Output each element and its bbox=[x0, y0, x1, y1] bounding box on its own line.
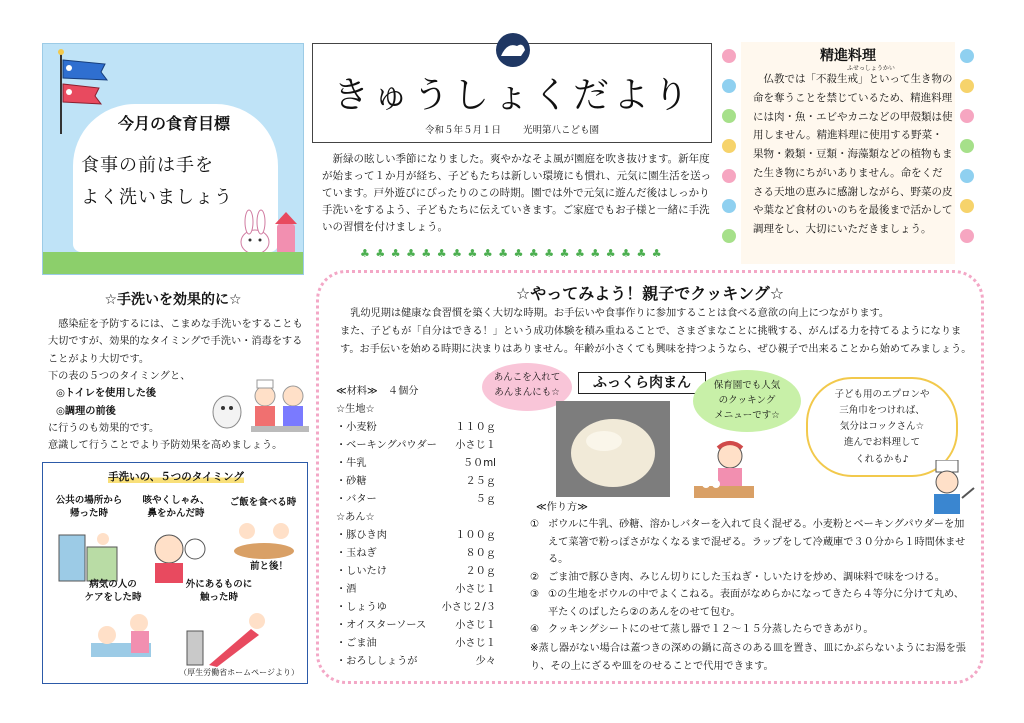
shojin-body: 仏教では「不殺生戒」といって生き物の命を奪うことを禁じているため、精進料理には肉・魚・エビやカニなどの甲殻類は使用しません。精進料理に使用する野菜・果物・穀類・豆類・海藻類などの植物もまた生き物にちがいありません。命をくださる天地の恵みに感謝しながら、野菜の皮や葉など食材のいのちを最後まで活かして調理をし、大切にいただきましょう。 bbox=[753, 73, 953, 236]
shojin-title: 精進料理 bbox=[820, 48, 876, 64]
cooking-intro-2: また、子どもが「自分はできる！」という成功体験を積み重ねることで、さまざまなことに挑戦する、がんばる力を持てるようになります。お手伝いを始める時期に決まりはありません。年齢が小さくても興味を持つようなら、ぜひ親子で出来ることから始めてみましょう。 bbox=[340, 325, 972, 355]
timing-source: （厚生労働省ホームページより） bbox=[179, 667, 299, 677]
building-icon bbox=[53, 525, 123, 585]
monthly-goal-panel bbox=[42, 43, 304, 275]
ingredient-row: ・おろししょうが 少々 bbox=[336, 656, 496, 667]
step-item: ④ クッキングシートにのせて蒸し器で１２～１５分蒸したらできあがり。 bbox=[530, 624, 874, 636]
handwash-bullet-cooking: ◎調理の前後 bbox=[56, 405, 116, 417]
steamer-note: ※蒸し器がない場合は蓋つきの深めの鍋に高さのある皿を置き、皿にかぶらないようにお湯を張り、その上にざるや皿をのせることで代用できます。 bbox=[530, 643, 966, 672]
caregiver-icon bbox=[87, 609, 167, 669]
flower-border-left bbox=[717, 42, 741, 264]
handwash-para-4: 意識して行うことでより予防効果を高めましょう。 bbox=[48, 440, 283, 452]
steps-list bbox=[530, 516, 974, 639]
shojin-ryori-panel bbox=[717, 42, 979, 264]
step-item: ② ごま油で豚ひき肉、みじん切りにした玉ねぎ・しいたけを炒め、調味料で味をつける。 bbox=[530, 571, 945, 583]
tip-bubble-popular: 保育園でも人気 のクッキング メニューです☆ bbox=[693, 370, 801, 432]
tip-bubble-anman: あんこを入れて あんまんにも☆ bbox=[482, 363, 572, 411]
cooking-intro-1: 乳幼児期は健康な食習慣を築く大切な時期。お手伝いや食事作りに参加することは食べる意欲の向上につながります。 bbox=[350, 308, 890, 319]
ingredient-row: ・オイスターソース 小さじ１ bbox=[336, 620, 496, 631]
ingredient-row: ・豚ひき肉 １００ｇ bbox=[336, 530, 496, 541]
goal-line-1: 食事の前は手を bbox=[81, 155, 214, 176]
ingredients-header: ≪材料≫ ４個分 bbox=[336, 386, 419, 397]
issue-date: 令和５年５月１日 bbox=[425, 125, 502, 136]
ingredient-row: ・酒 小さじ１ bbox=[336, 584, 496, 595]
clover-divider: ♣ ♣ ♣ ♣ ♣ ♣ ♣ ♣ ♣ ♣ ♣ ♣ ♣ ♣ ♣ ♣ ♣ ♣ ♣ ♣ bbox=[360, 247, 663, 260]
goal-line-2: よく洗いましょう bbox=[81, 187, 233, 208]
cooking-intro bbox=[340, 305, 972, 359]
handwash-timing-panel bbox=[42, 462, 308, 684]
shojin-ruby: ふせっしょうかい bbox=[847, 65, 895, 72]
handwash-para-3: に行うのも効果的です。 bbox=[48, 423, 160, 435]
school-name: 光明第八こども園 bbox=[523, 125, 600, 136]
intro-text: 新緑の眩しい季節になりました。爽やかなそよ風が園庭を吹き抜けます。新年度が始まって１か月が経ち、子どもたちは新しい環境にも慣れ、元気に園生活を送っています。戸外遊びにぴったりのこの時期。園では外で元気に遊んだ後はしっかり手洗いをするよう、子どもたちに伝えていきます。ご家庭でもお子様と一緒に手洗いの習慣を付けましょう。 bbox=[322, 153, 712, 233]
chef-boy-icon bbox=[918, 460, 978, 520]
recipe-title: ふっくら肉まん bbox=[578, 372, 706, 394]
handwash-title: ☆手洗いを効果的に☆ bbox=[104, 292, 242, 308]
timing-item-meal: ご飯を食べる時 bbox=[229, 497, 297, 508]
step-item: ③ ①の生地をボウルの中でよくこねる。表面がなめらかになってきたら４等分に分けて丸め、平たくのばしたら②のあんをのせて包む。 bbox=[530, 589, 964, 618]
steps-header: ≪作り方≫ bbox=[536, 502, 588, 513]
ingredient-row: ・しょうゆ 小さじ２/３ bbox=[336, 602, 496, 613]
timing-item-outside: 外にあるものに 触った時 bbox=[185, 579, 253, 603]
handwash-para-1: 感染症を予防するには、こまめな手洗いをすることも大切ですが、効果的なタイミングで手洗い・消毒をすることがより大切です。 bbox=[48, 319, 303, 365]
ingredient-row: ・牛乳 ５０ml bbox=[336, 458, 496, 469]
timing-title: 手洗いの、５つのタイミング bbox=[108, 471, 244, 483]
goal-title: 今月の食育目標 bbox=[117, 114, 230, 133]
filling-header: ☆あん☆ bbox=[336, 512, 375, 523]
ingredient-row: ・ごま油 小さじ１ bbox=[336, 638, 496, 649]
ingredient-row: ・小麦粉 １１０ｇ bbox=[336, 422, 496, 433]
child-cooking-icon bbox=[690, 440, 760, 502]
step-item: ① ボウルに牛乳、砂糖、溶かしバターを入れて良く混ぜる。小麦粉とベーキングパウダーを加えて菜箸で粉っぽさがなくなるまで混ぜる。ラップをして冷蔵庫で３０分から１時間休ませる。 bbox=[530, 519, 966, 566]
ingredient-row: ・バター ５ｇ bbox=[336, 494, 496, 505]
meal-icon bbox=[229, 517, 299, 561]
handwash-para-2: 下の表の５つのタイミングと、 bbox=[48, 371, 191, 383]
nikuman-photo bbox=[556, 401, 670, 497]
ingredient-row: ・砂糖 ２５ｇ bbox=[336, 476, 496, 487]
timing-item-public-place: 公共の場所から 帰った時 bbox=[55, 495, 123, 519]
timing-item-meal-note: 前と後！ bbox=[249, 561, 288, 572]
grass-decoration bbox=[43, 252, 304, 274]
flower-border-right bbox=[955, 42, 979, 264]
ingredients-list bbox=[336, 383, 496, 671]
cooking-title: ☆やってみよう！親子でクッキング☆ bbox=[515, 284, 785, 303]
newsletter-header bbox=[312, 43, 712, 143]
school-logo-icon bbox=[495, 32, 531, 68]
newsletter-title: きゅうしょくだより bbox=[332, 75, 693, 116]
ingredient-row: ・ベーキングパウダー 小さじ１ bbox=[336, 440, 496, 451]
sneeze-icon bbox=[143, 525, 213, 585]
ingredient-row: ・しいたけ ２０ｇ bbox=[336, 566, 496, 577]
handwash-bullet-toilet: ◎トイレを使用した後 bbox=[56, 388, 157, 400]
timing-item-care: 病気の人の ケアをした時 bbox=[84, 579, 142, 603]
handwash-illustration-icon bbox=[205, 378, 310, 436]
playground-icon bbox=[181, 609, 267, 669]
timing-item-cough: 咳やくしゃみ、 鼻をかんだ時 bbox=[142, 495, 210, 519]
dough-header: ☆生地☆ bbox=[336, 404, 375, 415]
tip-bubble-apron: 子ども用のエプロンや 三角巾をつければ、 気分はコックさん☆ 進んでお料理して くれるかも♪ bbox=[806, 377, 958, 477]
ingredient-row: ・玉ねぎ ８０ｇ bbox=[336, 548, 496, 559]
